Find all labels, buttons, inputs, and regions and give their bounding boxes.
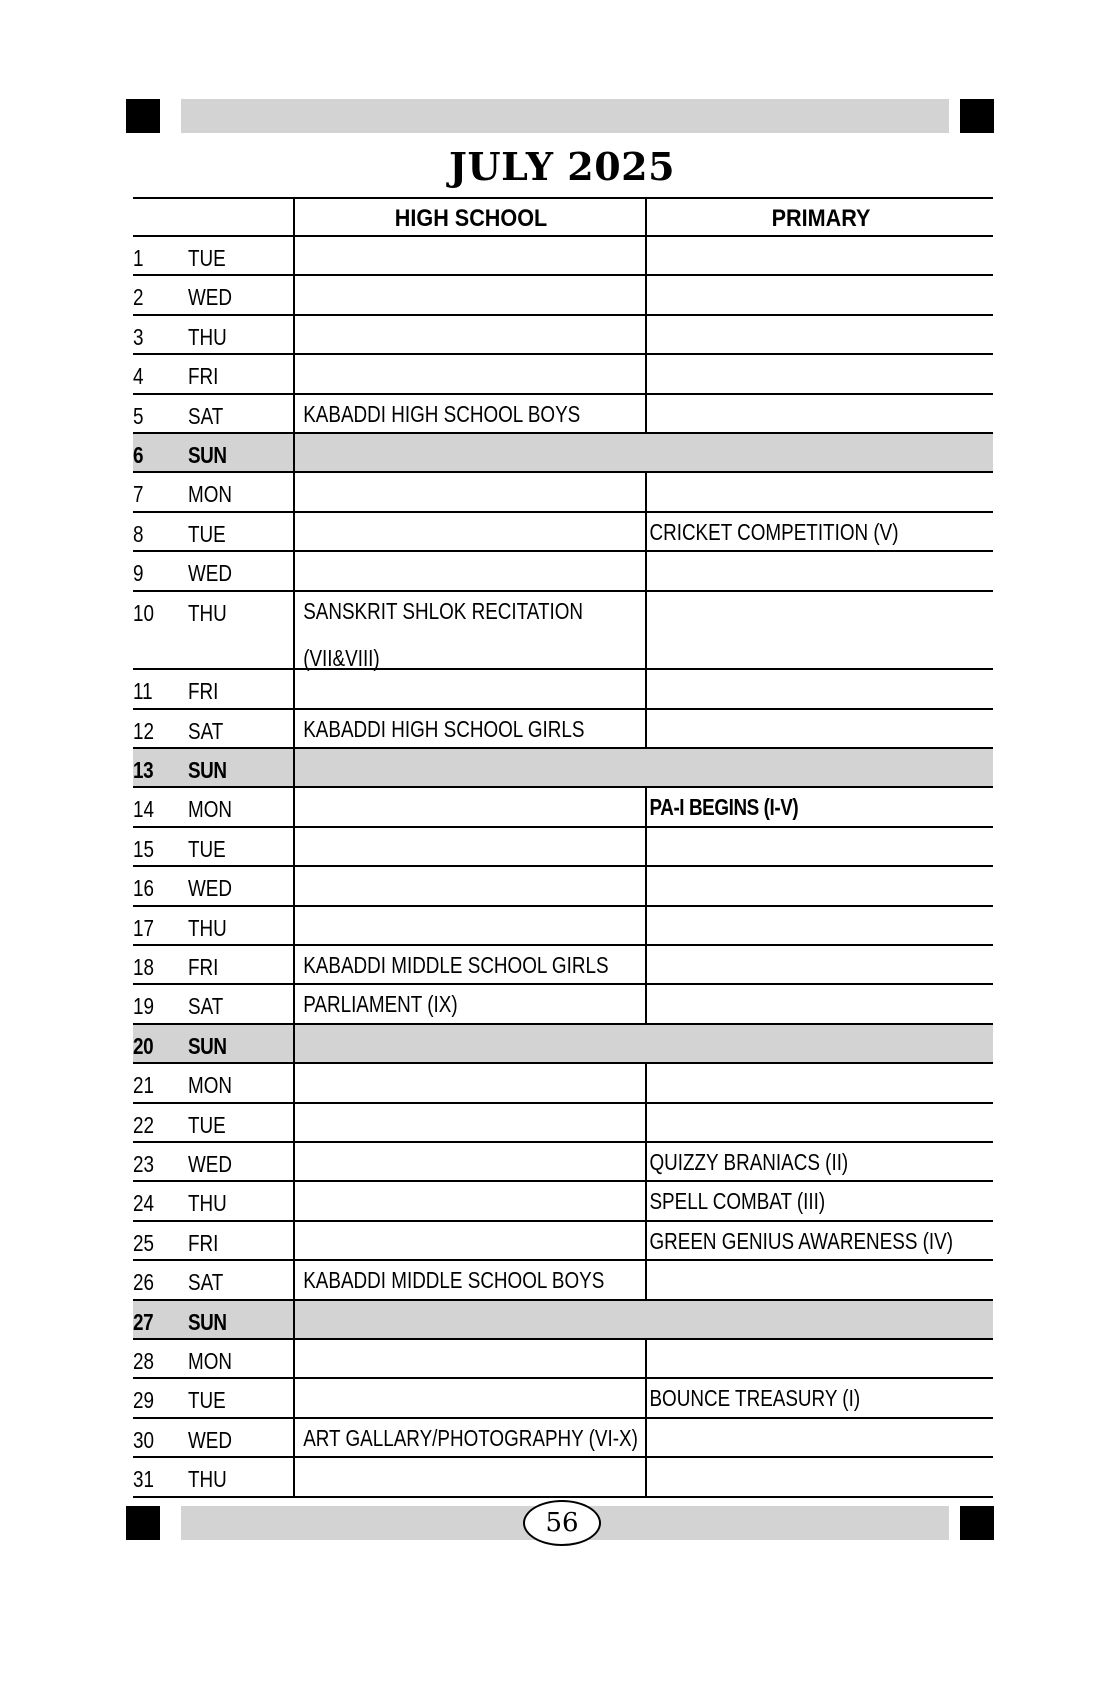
day-name: SUN <box>188 441 227 468</box>
high-school-event: ART GALLARY/PHOTOGRAPHY (VI-X) <box>303 1424 638 1451</box>
high-school-event <box>295 899 584 907</box>
day-name: THU <box>188 1466 227 1493</box>
primary-event <box>647 662 932 670</box>
day-name: FRI <box>188 678 219 705</box>
table-row <box>133 710 993 749</box>
date-number: 4 <box>133 363 144 390</box>
primary-event <box>647 347 932 355</box>
high-school-cell <box>293 985 647 1022</box>
date-number: 6 <box>133 441 144 468</box>
header-band <box>181 99 949 133</box>
high-school-cell <box>293 592 647 669</box>
day-name: TUE <box>188 1387 226 1414</box>
date-number: 7 <box>133 481 144 508</box>
date-number: 24 <box>133 1190 154 1217</box>
high-school-event <box>295 308 584 316</box>
primary-event <box>647 268 932 276</box>
day-name: THU <box>188 599 227 626</box>
date-number: 18 <box>133 954 154 981</box>
date-number: 22 <box>133 1111 154 1138</box>
high-school-event <box>295 1371 584 1379</box>
high-school-event <box>295 465 584 473</box>
primary-event: CRICKET COMPETITION (V) <box>649 518 899 545</box>
date-number: 17 <box>133 914 154 941</box>
day-name: TUE <box>188 520 226 547</box>
primary-event: PA-I BEGINS (I-V) <box>649 794 799 821</box>
high-school-event <box>295 1056 584 1064</box>
primary-event <box>647 1056 932 1064</box>
primary-event <box>647 1253 932 1261</box>
date-number: 25 <box>133 1229 154 1256</box>
date-number: 19 <box>133 993 154 1020</box>
day-name: THU <box>188 323 227 350</box>
table-row <box>133 1458 993 1497</box>
primary-event <box>647 859 932 867</box>
day-name: MON <box>188 1072 233 1099</box>
primary-event <box>647 308 932 316</box>
primary-event <box>647 387 932 395</box>
high-school-event <box>295 505 584 513</box>
day-name: SUN <box>188 1308 227 1335</box>
primary-event <box>647 465 932 473</box>
date-number: 31 <box>133 1466 154 1493</box>
primary-event: QUIZZY BRANIACS (II) <box>649 1149 849 1175</box>
table-row <box>133 1261 993 1300</box>
high-school-cell <box>293 395 647 432</box>
high-school-event <box>295 229 584 237</box>
day-name: SAT <box>188 717 224 744</box>
day-name: FRI <box>188 1229 219 1256</box>
high-school-event <box>295 859 584 867</box>
day-name: MON <box>188 796 233 823</box>
date-number: 21 <box>133 1072 154 1099</box>
day-name: WED <box>188 1426 233 1453</box>
high-school-event: KABADDI HIGH SCHOOL GIRLS <box>303 715 585 742</box>
day-name: SUN <box>188 1032 227 1059</box>
date-number: 14 <box>133 796 154 823</box>
high-school-event <box>295 1450 584 1458</box>
high-school-event <box>295 1135 584 1143</box>
day-name: THU <box>188 914 227 941</box>
high-school-event <box>295 780 584 788</box>
date-number: 5 <box>133 402 144 429</box>
high-school-event-continued: (VII&VIII) <box>303 644 380 671</box>
primary-cell <box>645 710 995 747</box>
date-number: 15 <box>133 835 154 862</box>
primary-event <box>647 899 932 907</box>
page-number: 56 <box>523 1500 601 1546</box>
date-number: 12 <box>133 717 154 744</box>
date-number: 27 <box>133 1308 154 1335</box>
corner-square-bottom-right <box>960 1506 994 1540</box>
high-school-event <box>295 662 584 670</box>
high-school-event <box>295 1096 584 1104</box>
day-name: THU <box>188 1190 227 1217</box>
date-number: 11 <box>133 678 153 705</box>
day-name: SAT <box>188 402 224 429</box>
primary-event <box>647 1096 932 1104</box>
high-school-cell <box>293 710 647 747</box>
high-school-event: KABADDI MIDDLE SCHOOL BOYS <box>303 1267 605 1294</box>
day-name: WED <box>188 560 233 587</box>
day-name: FRI <box>188 954 219 981</box>
primary-event: BOUNCE TREASURY (I) <box>649 1385 861 1412</box>
corner-square-top-right <box>960 99 994 133</box>
primary-cell <box>645 395 995 432</box>
primary-event <box>647 1332 932 1340</box>
day-name: WED <box>188 1151 233 1177</box>
high-school-event: SANSKRIT SHLOK RECITATION <box>303 597 584 624</box>
table-row <box>133 592 993 671</box>
high-school-event <box>295 544 584 552</box>
day-name: WED <box>188 284 233 311</box>
day-name: MON <box>188 1347 233 1374</box>
primary-cell <box>645 985 995 1022</box>
high-school-event <box>295 347 584 355</box>
primary-event <box>647 1411 932 1419</box>
day-name: SAT <box>188 1269 224 1296</box>
primary-event <box>647 229 932 237</box>
table-row <box>133 985 993 1024</box>
calendar-table <box>133 197 993 1498</box>
date-number: 16 <box>133 875 154 902</box>
date-number: 2 <box>133 284 144 311</box>
day-name: TUE <box>188 1111 226 1138</box>
day-name: SAT <box>188 993 224 1020</box>
high-school-event <box>295 1214 584 1222</box>
primary-event: GREEN GENIUS AWARENESS (IV) <box>649 1227 954 1254</box>
primary-event <box>647 1450 932 1458</box>
corner-square-top-left <box>126 99 160 133</box>
day-name: WED <box>188 875 233 902</box>
primary-event <box>647 820 932 828</box>
day-name: MON <box>188 481 233 508</box>
high-school-event: PARLIAMENT (IX) <box>303 991 458 1018</box>
corner-square-bottom-left <box>126 1506 160 1540</box>
primary-cell <box>645 1261 995 1298</box>
primary-cell <box>645 592 995 669</box>
primary-event <box>647 938 932 946</box>
date-number: 1 <box>133 245 144 271</box>
date-number: 9 <box>133 560 144 587</box>
high-school-event <box>295 268 584 276</box>
primary-event <box>647 977 932 985</box>
date-number: 20 <box>133 1032 154 1059</box>
high-school-event <box>295 1174 584 1182</box>
day-name: FRI <box>188 363 219 390</box>
header-primary: PRIMARY <box>645 199 995 235</box>
primary-cell <box>645 1458 995 1495</box>
date-number: 3 <box>133 323 144 350</box>
date-number: 26 <box>133 1269 154 1296</box>
header-high-school: HIGH SCHOOL <box>293 199 647 235</box>
date-number: 10 <box>133 599 154 626</box>
primary-event <box>647 702 932 710</box>
high-school-event: KABADDI HIGH SCHOOL BOYS <box>303 400 581 427</box>
primary-event <box>647 584 932 592</box>
page-title: JULY 2025 <box>448 144 676 189</box>
date-number: 30 <box>133 1426 154 1453</box>
high-school-event <box>295 820 584 828</box>
date-number: 8 <box>133 520 144 547</box>
primary-event <box>647 544 932 552</box>
date-number: 29 <box>133 1387 154 1414</box>
date-number: 23 <box>133 1151 154 1177</box>
date-number: 13 <box>133 757 154 784</box>
high-school-cell <box>293 1458 647 1495</box>
day-name: TUE <box>188 245 226 271</box>
date-number: 28 <box>133 1347 154 1374</box>
high-school-event <box>295 1332 584 1340</box>
day-name: SUN <box>188 757 227 784</box>
table-row <box>133 395 993 434</box>
high-school-event: KABADDI MIDDLE SCHOOL GIRLS <box>303 952 609 979</box>
day-name: TUE <box>188 835 226 862</box>
primary-event: SPELL COMBAT (III) <box>649 1188 826 1215</box>
high-school-cell <box>293 1261 647 1298</box>
